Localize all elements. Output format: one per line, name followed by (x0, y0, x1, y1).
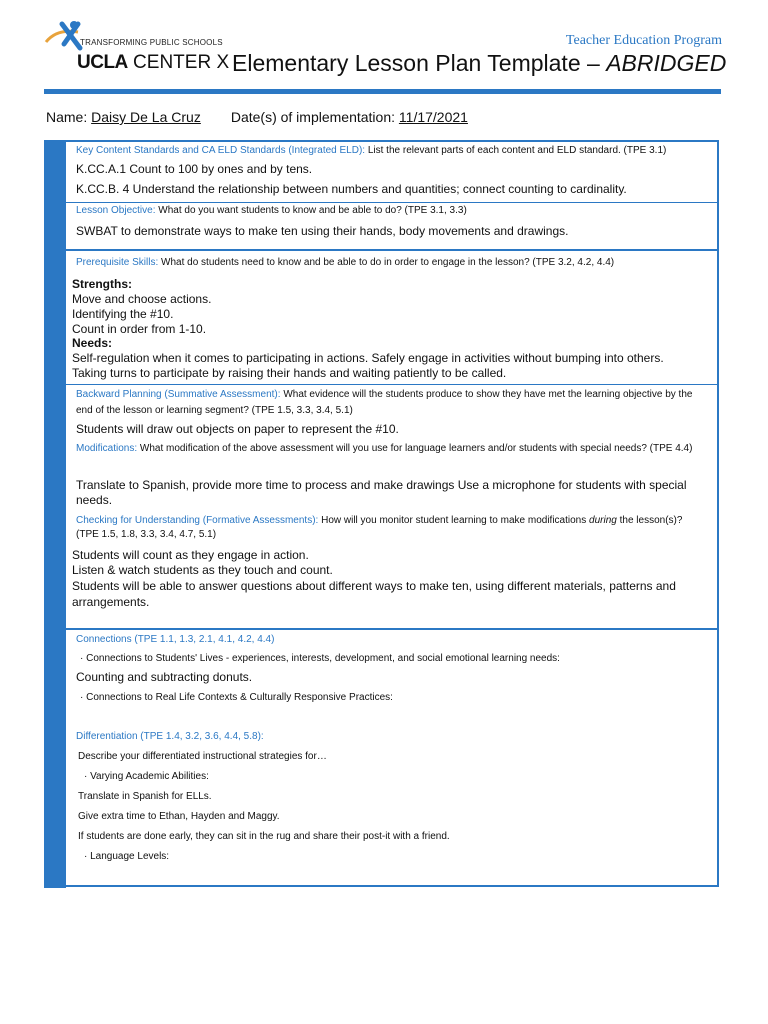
backward-planning-section (66, 385, 717, 437)
side-bar (44, 140, 66, 888)
objective-question: What do you want students to know and be able to do? (TPE 3.1, 3.3) (158, 205, 467, 216)
differentiation-section (66, 729, 717, 879)
checking-section (66, 512, 717, 628)
differentiation-line: · Varying Academic Abilities: (84, 771, 209, 782)
standards-header (76, 144, 666, 158)
divider (66, 628, 717, 630)
modifications-question: What modification of the above assessment will you use for language learners and/or students with special needs? (TPE 4.4) (139, 443, 693, 454)
needs-heading: Needs: (72, 336, 113, 350)
modifications-label: Modifications: (76, 443, 140, 454)
checking-label: Checking for Understanding (Formative Assessments): (76, 515, 322, 526)
title-abridged: ABRIDGED (606, 50, 727, 76)
logo-tagline: TRANSFORMING PUBLIC SCHOOLS (80, 38, 223, 47)
backward-label: Backward Planning (Summative Assessment): (76, 389, 284, 400)
backward-header (76, 387, 703, 419)
date-label: Date(s) of implementation: (230, 109, 399, 125)
strength-item: Count in order from 1-10. (72, 322, 207, 336)
need-item: Taking turns to participate by raising their hands and waiting patiently to be called. (72, 366, 507, 380)
differentiation-line: Translate in Spanish for ELLs. (78, 791, 212, 802)
checking-line: Students will be able to answer questions about different ways to make ten, using different materials, patterns and arrangements. (72, 579, 676, 609)
differentiation-line: · Language Levels: (84, 851, 170, 862)
modifications-text: Translate to Spanish, provide more time to process and make drawings Use a microphone for students with special needs. (76, 478, 687, 507)
standard-line-1: K.CC.A.1 Count to 100 by ones and by tens. (76, 162, 313, 176)
objective-header (76, 204, 467, 218)
name-value: Daisy De La Cruz (91, 109, 201, 125)
standards-section (66, 142, 717, 202)
title-main: Elementary Lesson Plan Template – (232, 50, 607, 76)
strength-item: Move and choose actions. (72, 292, 212, 306)
modifications-section (66, 440, 717, 510)
differentiation-line: Give extra time to Ethan, Hayden and Maggy. (78, 811, 280, 822)
name-label: Name: (46, 109, 92, 125)
header-divider (44, 89, 721, 94)
differentiation-line: If students are done early, they can sit in the rug and share their post-it with a friend. (78, 831, 450, 842)
prerequisite-question: What do students need to know and be able to do in order to engage in the lesson? (TPE 3.2, 4.2, 4.4) (161, 257, 615, 268)
date-value: 11/17/2021 (398, 109, 468, 125)
connections-label: Connections (TPE 1.1, 1.3, 2.1, 4.1, 4.2, 4.4) (76, 634, 275, 645)
standard-line-2: K.CC.B. 4 Understand the relationship between numbers and quantities; connect counting to cardinality. (76, 182, 627, 196)
checking-question-tpe: (TPE 1.5, 1.8, 3.3, 3.4, 4.7, 5.1) (76, 529, 217, 540)
prerequisite-label: Prerequisite Skills: (76, 257, 162, 268)
prerequisite-header (76, 256, 614, 270)
strength-item: Identifying the #10. (72, 307, 174, 321)
backward-text: Students will draw out objects on paper to represent the #10. (76, 422, 399, 436)
name-date-line (46, 109, 468, 125)
need-item: Self-regulation when it comes to participating in actions. Safely engage in activities without bumping into others. (72, 351, 664, 365)
strengths-heading-text: Strengths (72, 277, 129, 291)
checking-question: How will you monitor student learning to make modifications (321, 515, 590, 526)
program-name: Teacher Education Program (565, 33, 722, 48)
logo-wordmark (77, 52, 229, 74)
standards-label: Key Content Standards and CA ELD Standards (Integrated ELD): (76, 145, 368, 156)
modifications-header (76, 441, 703, 457)
logo-ucla: UCLA (77, 52, 128, 73)
backward-question: What evidence will the students produce to show they have met the learning objective by the end of the lesson or learning segment? (TPE 1.5, 3.3, 3.4, 5.1) (76, 389, 693, 416)
connections-section (66, 631, 717, 721)
standards-question: List the relevant parts of each content and ELD standard. (TPE 3.1) (367, 145, 667, 156)
objective-text: SWBAT to demonstrate ways to make ten using their hands, body movements and drawings. (76, 224, 569, 238)
checking-header (76, 514, 682, 528)
divider (66, 249, 717, 251)
needs-heading-text: Needs (72, 336, 109, 350)
objective-section (66, 203, 717, 253)
checking-line: Students will count as they engage in action. (72, 548, 309, 562)
differentiation-line: Describe your differentiated instructional strategies for… (78, 751, 327, 762)
differentiation-label: Differentiation (TPE 1.4, 3.2, 3.6, 4.4, 5.8): (76, 731, 264, 742)
strengths-heading: Strengths: (72, 277, 133, 291)
lesson-plan-table (66, 140, 719, 887)
checking-question-end: the lesson(s)? (616, 515, 683, 526)
connections-item-real-life: · Connections to Real Life Contexts & Culturally Responsive Practices: (80, 692, 393, 703)
connections-answer: Counting and subtracting donuts. (76, 670, 253, 684)
connections-item-students-lives: · Connections to Students' Lives - experiences, interests, development, and social emotional learning needs: (80, 653, 560, 664)
checking-question-during: during (589, 515, 617, 526)
logo-center-x: CENTER X (127, 52, 230, 73)
document-title (232, 50, 726, 77)
prerequisite-section (66, 252, 717, 384)
checking-line: Listen & watch students as they touch and count. (72, 563, 333, 577)
objective-label: Lesson Objective: (76, 205, 159, 216)
